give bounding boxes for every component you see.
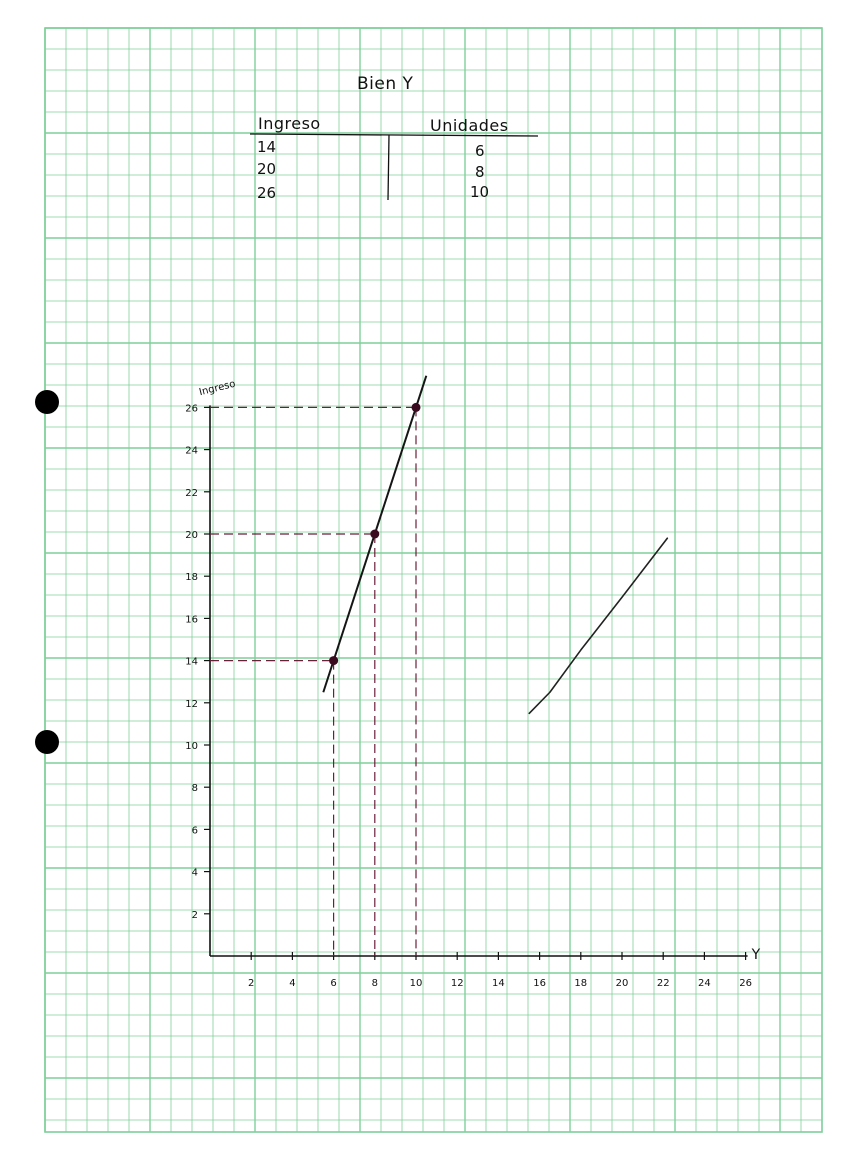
- table-cell: 10: [470, 183, 490, 201]
- y-tick-label: 12: [185, 698, 198, 710]
- x-tick-label: 24: [698, 978, 711, 989]
- x-tick-label: 4: [289, 978, 296, 989]
- data-point: [329, 656, 338, 665]
- table-cell: 26: [257, 184, 277, 202]
- y-tick-label: 20: [185, 530, 198, 541]
- table-cell: 20: [257, 160, 277, 178]
- table-divider: [388, 135, 389, 200]
- table-title: Bien Y: [357, 74, 414, 94]
- series-curve: [529, 538, 667, 713]
- data-point: [370, 530, 379, 539]
- table-cell: 6: [475, 142, 485, 160]
- punch-hole-top: [35, 390, 59, 414]
- x-tick-label: 8: [371, 978, 378, 989]
- y-tick-label: 8: [191, 783, 198, 795]
- y-tick-label: 18: [185, 572, 198, 584]
- punch-hole-bottom: [35, 730, 59, 754]
- x-tick-label: 22: [656, 978, 670, 989]
- table-cell: 8: [475, 163, 485, 181]
- x-tick-label: 18: [574, 978, 588, 989]
- x-tick-label: 2: [248, 978, 255, 989]
- y-tick-label: 16: [185, 614, 198, 626]
- grid: [45, 28, 822, 1132]
- y-tick-label: 14: [185, 656, 198, 668]
- table-header-ingreso: Ingreso: [258, 114, 321, 133]
- x-tick-label: 12: [450, 978, 464, 989]
- x-tick-label: 14: [492, 978, 505, 989]
- table-header-unidades: Unidades: [430, 116, 509, 135]
- y-tick-label: 24: [185, 445, 198, 457]
- y-tick-label: 4: [191, 867, 198, 879]
- y-tick-label: 26: [185, 403, 198, 415]
- y-tick-label: 10: [185, 741, 198, 752]
- grid-border: [45, 28, 822, 1132]
- y-axis-label: Ingreso: [198, 378, 237, 399]
- x-axis-label: Y: [751, 947, 761, 963]
- x-tick-label: 26: [739, 978, 752, 989]
- x-tick-label: 6: [330, 978, 337, 989]
- y-tick-label: 6: [191, 825, 198, 837]
- x-tick-label: 16: [533, 978, 546, 989]
- y-tick-label: 2: [191, 909, 198, 921]
- x-tick-label: 10: [409, 978, 423, 989]
- y-tick-label: 22: [185, 487, 198, 499]
- x-tick-label: 20: [615, 978, 629, 989]
- table-cell: 14: [257, 138, 277, 156]
- data-point: [412, 403, 421, 412]
